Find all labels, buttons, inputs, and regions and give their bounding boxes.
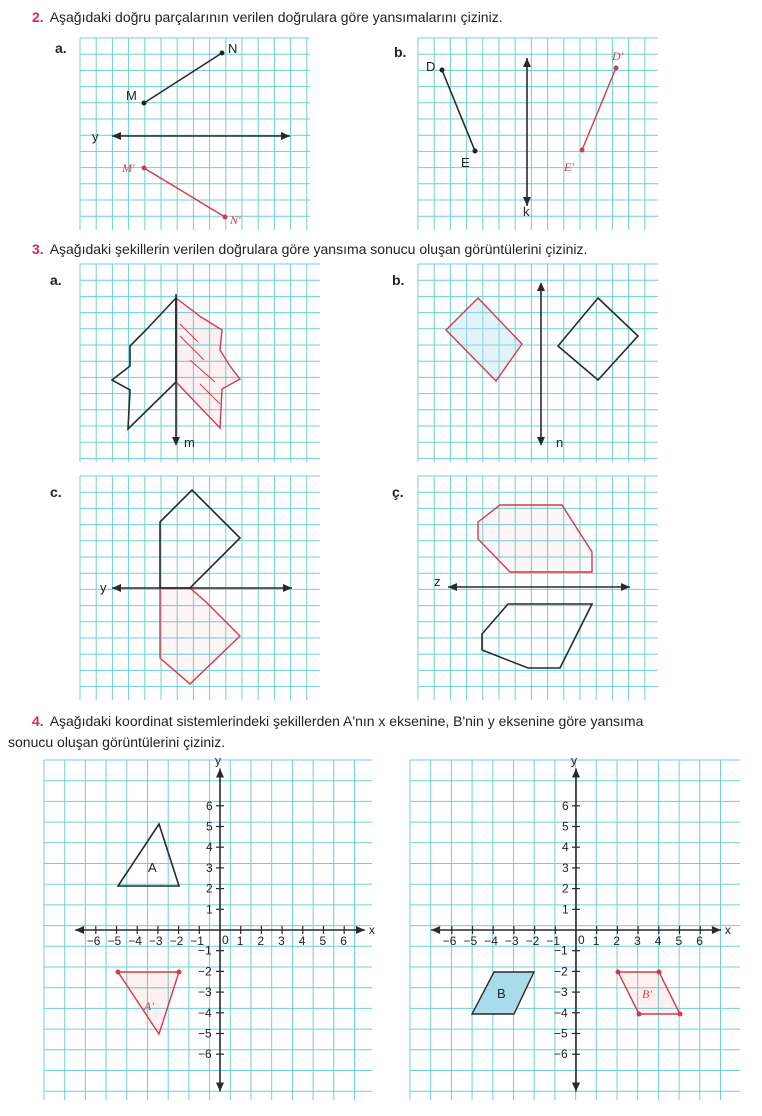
- x-tick-label: −5: [463, 934, 478, 948]
- y-tick-label: −5: [554, 1026, 568, 1041]
- label-d-image: D': [612, 49, 624, 63]
- x-tick-label: 2: [613, 934, 621, 948]
- axis-y-label: y: [100, 580, 107, 595]
- x-tick-label: −1: [190, 934, 204, 948]
- x-tick-label: −2: [169, 934, 184, 948]
- origin-label: 0: [222, 933, 229, 947]
- vertex-dot: [637, 1012, 642, 1017]
- vertex-dot: [657, 970, 662, 975]
- y-tick-label: 5: [206, 819, 213, 834]
- question-3-number: 3.: [32, 241, 44, 257]
- y-tick-label: −2: [554, 964, 568, 979]
- y-tick-label: 1: [562, 902, 569, 917]
- y-tick-label: −6: [198, 1047, 212, 1062]
- x-tick-label: 5: [319, 934, 327, 948]
- y-tick-label: −4: [554, 1005, 568, 1020]
- segment-mn-image: [144, 168, 225, 217]
- point-e-image: [580, 148, 585, 153]
- y-tick-label: −3: [198, 985, 212, 1000]
- vertex-dot: [177, 970, 182, 975]
- axis-arrowhead: [172, 437, 180, 446]
- reflected-shape-3b: [446, 298, 522, 381]
- axis-y-label: y: [92, 129, 99, 144]
- segment-mn: [144, 53, 222, 103]
- x-tick-label: −3: [504, 934, 519, 948]
- original-shape-3b: [558, 298, 638, 380]
- x-tick-label: 6: [340, 934, 347, 948]
- x-tick-label: 4: [298, 934, 306, 948]
- point-d: [440, 68, 445, 73]
- y-axis-label: y: [571, 753, 577, 768]
- question-4-title: [32, 712, 643, 730]
- question-3-text: Aşağıdaki şekillerin verilen doğrulara göre yansıma sonucu oluşan görüntülerini çiziniz.: [49, 241, 588, 257]
- x-tick-label: 3: [278, 934, 285, 948]
- x-axis-label: x: [724, 923, 731, 937]
- x-tick-label: −5: [107, 934, 122, 948]
- q4-coord-plane-b: [410, 753, 740, 1100]
- point-n: [220, 51, 225, 56]
- x-tick-label: −1: [546, 934, 560, 948]
- y-tick-label: −6: [554, 1047, 568, 1062]
- y-tick-label: 3: [206, 860, 213, 875]
- question-4-line-1: Aşağıdaki koordinat sistemlerindeki şekillerden A'nın x eksenine, B'nin y eksenine göre yansıma: [49, 713, 644, 729]
- y-tick-label: 1: [206, 902, 213, 917]
- axis-n-label: n: [556, 435, 564, 450]
- triangle-a-label: A: [148, 860, 157, 875]
- point-m: [142, 101, 147, 106]
- x-tick-label: 6: [696, 934, 703, 948]
- point-m-image: [142, 166, 147, 171]
- label-n-image: N': [230, 213, 241, 227]
- grid-lines: [418, 38, 658, 230]
- segment-de-image: [582, 68, 616, 150]
- question-4-line-2-row: [8, 733, 225, 751]
- x-tick-label: 4: [654, 934, 662, 948]
- label-m-image: M': [122, 161, 135, 175]
- point-n-image: [223, 215, 228, 220]
- question-4-line-2: sonucu oluşan görüntülerini çiziniz.: [8, 734, 226, 750]
- y-tick-label: −1: [554, 943, 568, 958]
- x-tick-label: −6: [442, 934, 457, 948]
- question-4-number: 4.: [32, 713, 44, 729]
- question-3-title: [32, 240, 587, 258]
- x-tick-label: −3: [148, 934, 163, 948]
- y-tick-label: −1: [198, 943, 212, 958]
- reflected-shape-3d: [478, 505, 592, 572]
- q3c-label: c.: [50, 484, 62, 500]
- triangle-a-image-label: A': [144, 999, 154, 1013]
- y-tick-label: 4: [206, 840, 213, 855]
- q3b-grid-panel: [418, 264, 658, 462]
- q3a-label: a.: [50, 272, 62, 288]
- segment-de: [442, 70, 475, 151]
- vertex-dot: [116, 970, 121, 975]
- point-d-image: [614, 66, 619, 71]
- q2a-grid-panel: [80, 38, 310, 230]
- axes: [75, 754, 375, 1092]
- parallelogram-b-label: B: [497, 986, 506, 1001]
- label-d: D: [426, 59, 436, 74]
- y-tick-label: −5: [198, 1026, 212, 1041]
- axes: [431, 754, 731, 1092]
- y-axis-label: y: [215, 753, 221, 768]
- x-tick-label: −4: [128, 934, 142, 948]
- x-tick-label: 1: [592, 934, 600, 948]
- axis-m-label: m: [184, 435, 195, 450]
- question-2-number: 2.: [32, 9, 44, 25]
- q2b-label: b.: [394, 44, 407, 60]
- y-tick-label: −4: [198, 1005, 212, 1020]
- y-tick-label: 6: [562, 798, 569, 813]
- x-tick-label: −2: [525, 934, 540, 948]
- y-tick-label: 4: [562, 840, 569, 855]
- q2b-grid-panel: [418, 38, 658, 230]
- q4-coord-plane-a: [44, 753, 375, 1100]
- label-e: E: [461, 155, 470, 170]
- y-tick-label: 6: [206, 798, 213, 813]
- q3a-grid-panel: [80, 264, 320, 462]
- reflected-shape-3a: [176, 298, 240, 428]
- grid-lines: [80, 38, 310, 230]
- x-tick-label: 5: [675, 934, 683, 948]
- x-tick-label: −4: [484, 934, 498, 948]
- y-tick-label: −3: [554, 985, 568, 1000]
- q3d-grid-panel: [418, 476, 658, 700]
- label-m: M: [126, 88, 137, 103]
- parallelogram-b-image-label: B': [642, 987, 652, 1001]
- x-tick-label: −6: [86, 934, 101, 948]
- q3c-grid-panel: [80, 476, 320, 700]
- q3b-label: b.: [392, 272, 405, 288]
- label-n: N: [228, 41, 238, 56]
- y-tick-label: 3: [562, 860, 569, 875]
- y-tick-label: 5: [562, 819, 569, 834]
- label-e-image: E': [564, 160, 574, 174]
- origin-label: 0: [578, 933, 585, 947]
- question-2-title: [32, 8, 503, 26]
- x-tick-label: 1: [236, 934, 244, 948]
- vertex-dot: [616, 970, 621, 975]
- question-2-text: Aşağıdaki doğru parçalarının verilen doğrulara göre yansımalarını çiziniz.: [49, 9, 503, 25]
- x-axis-label: x: [368, 923, 375, 937]
- q3d-label: ç.: [392, 484, 404, 500]
- grid-lines: [418, 264, 658, 462]
- vertex-dot: [678, 1012, 683, 1017]
- y-tick-label: 2: [562, 881, 569, 896]
- y-tick-label: 2: [206, 881, 213, 896]
- y-tick-label: −2: [198, 964, 212, 979]
- axis-k-label: k: [523, 204, 530, 219]
- point-e: [473, 149, 478, 154]
- x-tick-label: 2: [257, 934, 265, 948]
- x-tick-label: 3: [634, 934, 641, 948]
- reflected-shape-3c: [160, 588, 240, 684]
- q2a-label: a.: [55, 40, 67, 56]
- axis-z-label: z: [434, 574, 441, 589]
